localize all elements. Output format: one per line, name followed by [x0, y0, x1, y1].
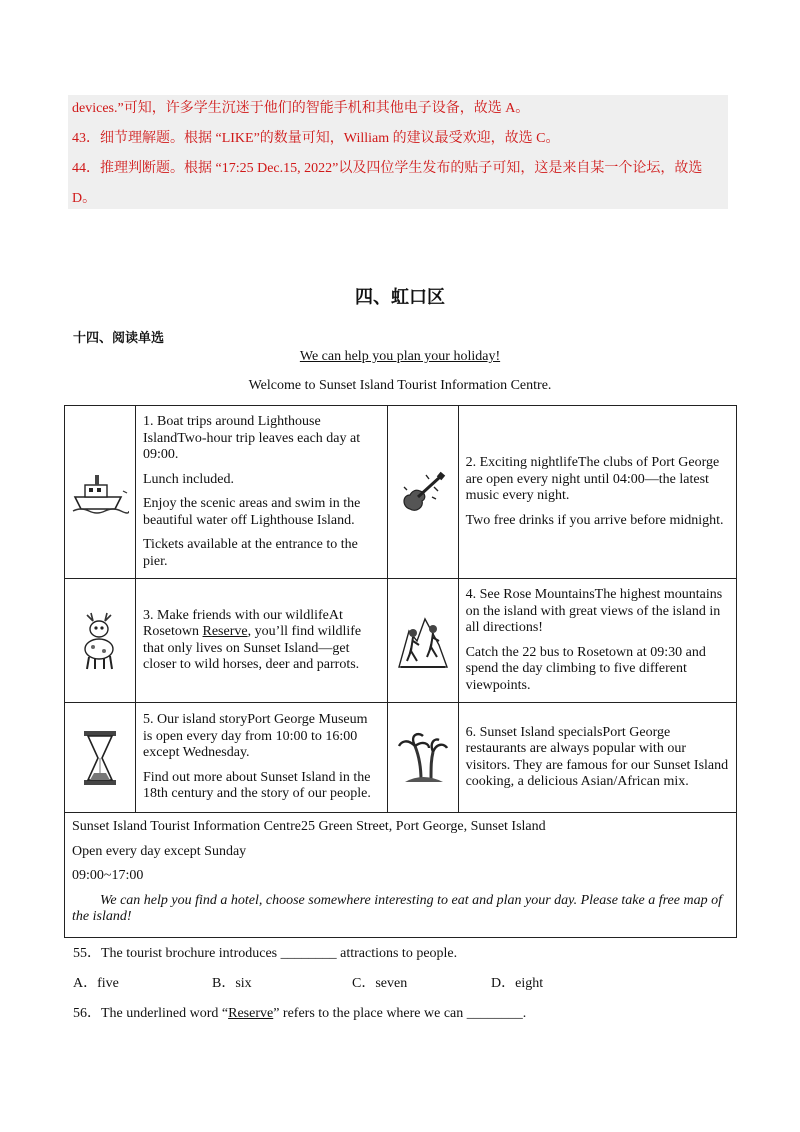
info-address: Sunset Island Tourist Information Centre25 Green Street, Port George, Sunset Island [72, 819, 546, 834]
brochure-icon-cell [65, 406, 136, 579]
hourglass-icon [80, 729, 120, 787]
brochure-headline: We can help you plan your holiday! [299, 349, 501, 364]
brochure-icon-cell [387, 406, 458, 579]
question-55: 55．The tourist brochure introduces ________ attractions to people. [73, 946, 458, 961]
item-4-text: 4. See Rose MountainsThe highest mountains on the island with great views of the island in all directions! Catch the 22 bus to Rosetown at 09:30 and spend the day climbing to five different viewpoints. [458, 579, 736, 703]
brochure-table [64, 405, 737, 938]
q55-option-a: A．five [73, 976, 119, 991]
info-note: We can help you find a hotel, choose somewhere interesting to eat and plan your day. Please take a free map of the island! [72, 892, 722, 924]
info-open-days: Open every day except Sunday [72, 843, 247, 859]
q55-option-d: D．eight [491, 976, 544, 991]
brochure-row-1 [65, 406, 737, 579]
answer-line-4: D。 [72, 191, 97, 206]
q55-option-b: B．six [212, 976, 252, 991]
answer-explanation-box [68, 95, 728, 209]
answer-line-1: devices.”可知，许多学生沉迷于他们的智能手机和其他电子设备，故选 A。 [72, 101, 530, 116]
brochure-info-row [65, 813, 737, 938]
item-5-text: 5. Our island storyPort George Museum is open every day from 10:00 to 16:00 except Wednesday. Find out more about Sunset Island in the 18th century and the story of our people. [136, 703, 388, 813]
item-2-text: 2. Exciting nightlifeThe clubs of Port George are open every night until 04:00—the latest music every night. Two free drinks if you arrive before midnight. [458, 406, 736, 579]
brochure-welcome: Welcome to Sunset Island Tourist Information Centre. [248, 378, 552, 393]
brochure-row-3 [65, 703, 737, 813]
answer-line-3: 44．推理判断题。根据 “17:25 Dec.15, 2022”以及四位学生发布的贴子可知，这是来自某一个论坛，故选 [72, 161, 703, 176]
item-1-text: 1. Boat trips around Lighthouse IslandTwo-hour trip leaves each day at 09:00. Lunch included. Enjoy the scenic areas and swim in the beautiful water off Lighthouse Island. Tickets available at the entrance to the pier. [136, 406, 388, 579]
brochure-row-2 [65, 579, 737, 703]
brochure-icon-cell [387, 579, 458, 703]
guitar-icon [396, 469, 450, 515]
q55-option-c: C．seven [352, 976, 408, 991]
deer-icon [77, 609, 123, 673]
brochure-icon-cell [65, 703, 136, 813]
info-hours: 09:00~17:00 [72, 868, 144, 883]
boat-icon [71, 469, 129, 515]
item-3-text: 3. Make friends with our wildlifeAt Rosetown Reserve, you’ll find wildlife that only lives on Sunset Island—get closer to wild horses, deer and parrots. [136, 579, 388, 703]
brochure-icon-cell [65, 579, 136, 703]
subsection-title: 十四、阅读单选 [73, 331, 165, 346]
palm-tree-icon [397, 730, 449, 786]
question-56: 56．The underlined word “Reserve” refers to the place where we can ________. [73, 1006, 527, 1021]
item-6-text: 6. Sunset Island specialsPort George restaurants are always popular with our visitors. They are famous for our Sunset Island cooking, a delicious Asian/African mix. [458, 703, 736, 813]
reserve-underlined: Reserve [202, 624, 248, 639]
info-cell [65, 813, 737, 938]
climbers-icon [395, 611, 451, 671]
section-title: 四、虹口区 [355, 287, 445, 308]
answer-line-2: 43．细节理解题。根据 “LIKE”的数量可知，William 的建议最受欢迎，故选 C。 [72, 131, 560, 146]
brochure-icon-cell [387, 703, 458, 813]
